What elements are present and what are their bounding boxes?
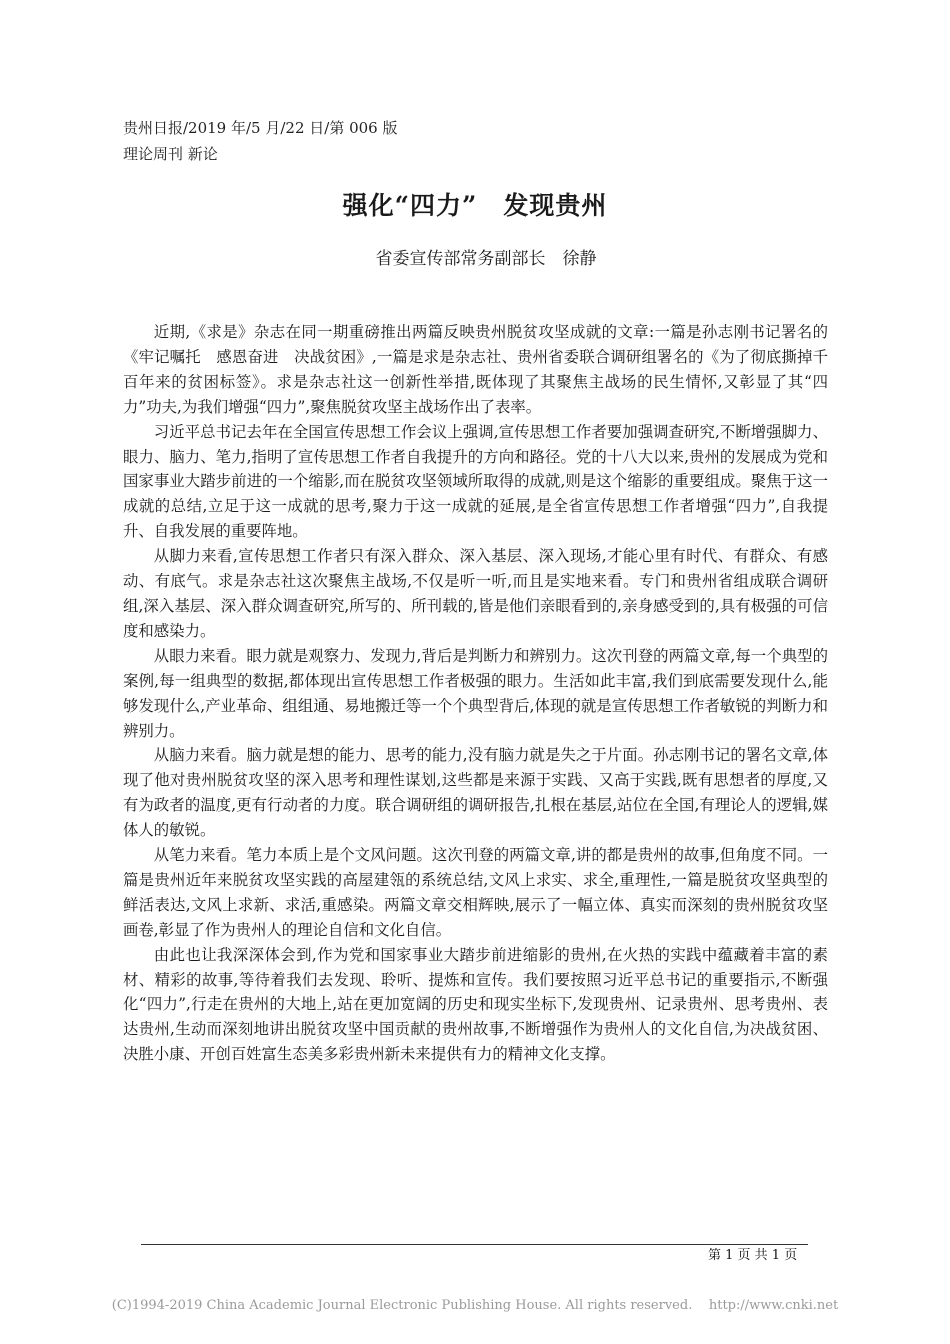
paragraph: 从笔力来看。笔力本质上是个文风问题。这次刊登的两篇文章,讲的都是贵州的故事,但角度不同。一篇是贵州近年来脱贫攻坚实践的高屋建瓴的系统总结,文风上求实、求全,重理性,一篇是脱贫攻坚典型的鲜活表达,文风上求新、求活,重感染。两篇文章交相辉映,展示了一幅立体、真实而深刻的贵州脱贫攻坚画卷,彰显了作为贵州人的理论自信和文化自信。 (123, 846, 828, 939)
paragraph: 习近平总书记去年在全国宣传思想工作会议上强调,宣传思想工作者要加强调查研究,不断增强脚力、眼力、脑力、笔力,指明了宣传思想工作者自我提升的方向和路径。党的十八大以来,贵州的发展成为党和国家事业大踏步前进的一个缩影,而在脱贫攻坚领域所取得的成就,则是这个缩影的重要组成。聚焦于这一成就的总结,立足于这一成就的思考,聚力于这一成就的延展,是全省宣传思想工作者增强“四力”,自我提升、自我发展的重要阵地。 (123, 422, 828, 541)
paragraph: 从脚力来看,宣传思想工作者只有深入群众、深入基层、深入现场,才能心里有时代、有群众、有感动、有底气。求是杂志社这次聚焦主战场,不仅是听一听,而且是实地来看。专门和贵州省组成联合调研组,深入基层、深入群众调查研究,所写的、所刊载的,皆是他们亲眼看到的,亲身感受到的,具有极强的可信度和感染力。 (123, 547, 828, 640)
paragraph: 从脑力来看。脑力就是想的能力、思考的能力,没有脑力就是失之于片面。孙志刚书记的署名文章,体现了他对贵州脱贫攻坚的深入思考和理性谋划,这些都是来源于实践、又高于实践,既有思想者的厚度,又有为政者的温度,更有行动者的力度。联合调研组的调研报告,扎根在基层,站位在全国,有理论人的逻辑,媒体人的敏锐。 (123, 746, 828, 840)
publication-source: 贵州日报/2019 年/5 月/22 日/第 006 版 (123, 119, 398, 137)
copyright-notice: (C)1994-2019 China Academic Journal Electronic Publishing House. All rights reserved. http://www.cnki.net (111, 1298, 839, 1313)
article-body (123, 320, 828, 1067)
paragraph: 由此也让我深深体会到,作为党和国家事业大踏步前进缩影的贵州,在火热的实践中蕴藏着丰富的素材、精彩的故事,等待着我们去发现、聆听、提炼和宣传。我们要按照习近平总书记的重要指示,不断强化“四力”,行走在贵州的大地上,站在更加宽阔的历史和现实坐标下,发现贵州、记录贵州、思考贵州、表达贵州,生动而深刻地讲出脱贫攻坚中国贡献的贵州故事,不断增强作为贵州人的文化自信,为决战贫困、决胜小康、开创百姓富生态美多彩贵州新未来提供有力的精神文化支撑。 (123, 945, 828, 1064)
publication-section: 理论周刊 新论 (123, 145, 218, 163)
paragraph: 从眼力来看。眼力就是观察力、发现力,背后是判断力和辨别力。这次刊登的两篇文章,每一个典型的案例,每一组典型的数据,都体现出宣传思想工作者极强的眼力。生活如此丰富,我们到底需要发现什么,能够发现什么,产业革命、组组通、易地搬迁等一个个典型背后,体现的就是宣传思想工作者敏锐的判断力和辨别力。 (123, 646, 828, 740)
article-title: 强化“四力” 发现贵州 (342, 191, 608, 220)
footer-divider (141, 1244, 808, 1245)
article-author: 省委宣传部常务副部长 徐静 (375, 249, 597, 269)
paragraph: 近期,《求是》杂志在同一期重磅推出两篇反映贵州脱贫攻坚成就的文章:一篇是孙志刚书记署名的《牢记嘱托 感恩奋进 决战贫困》,一篇是求是杂志社、贵州省委联合调研组署名的《为了彻底撕掉千百年来的贫困标签》。求是杂志社这一创新性举措,既体现了其聚焦主战场的民生情怀,又彰显了其“四力”功夫,为我们增强“四力”,聚焦脱贫攻坚主战场作出了表率。 (123, 323, 828, 416)
page-number: 第 1 页 共 1 页 (708, 1248, 798, 1263)
